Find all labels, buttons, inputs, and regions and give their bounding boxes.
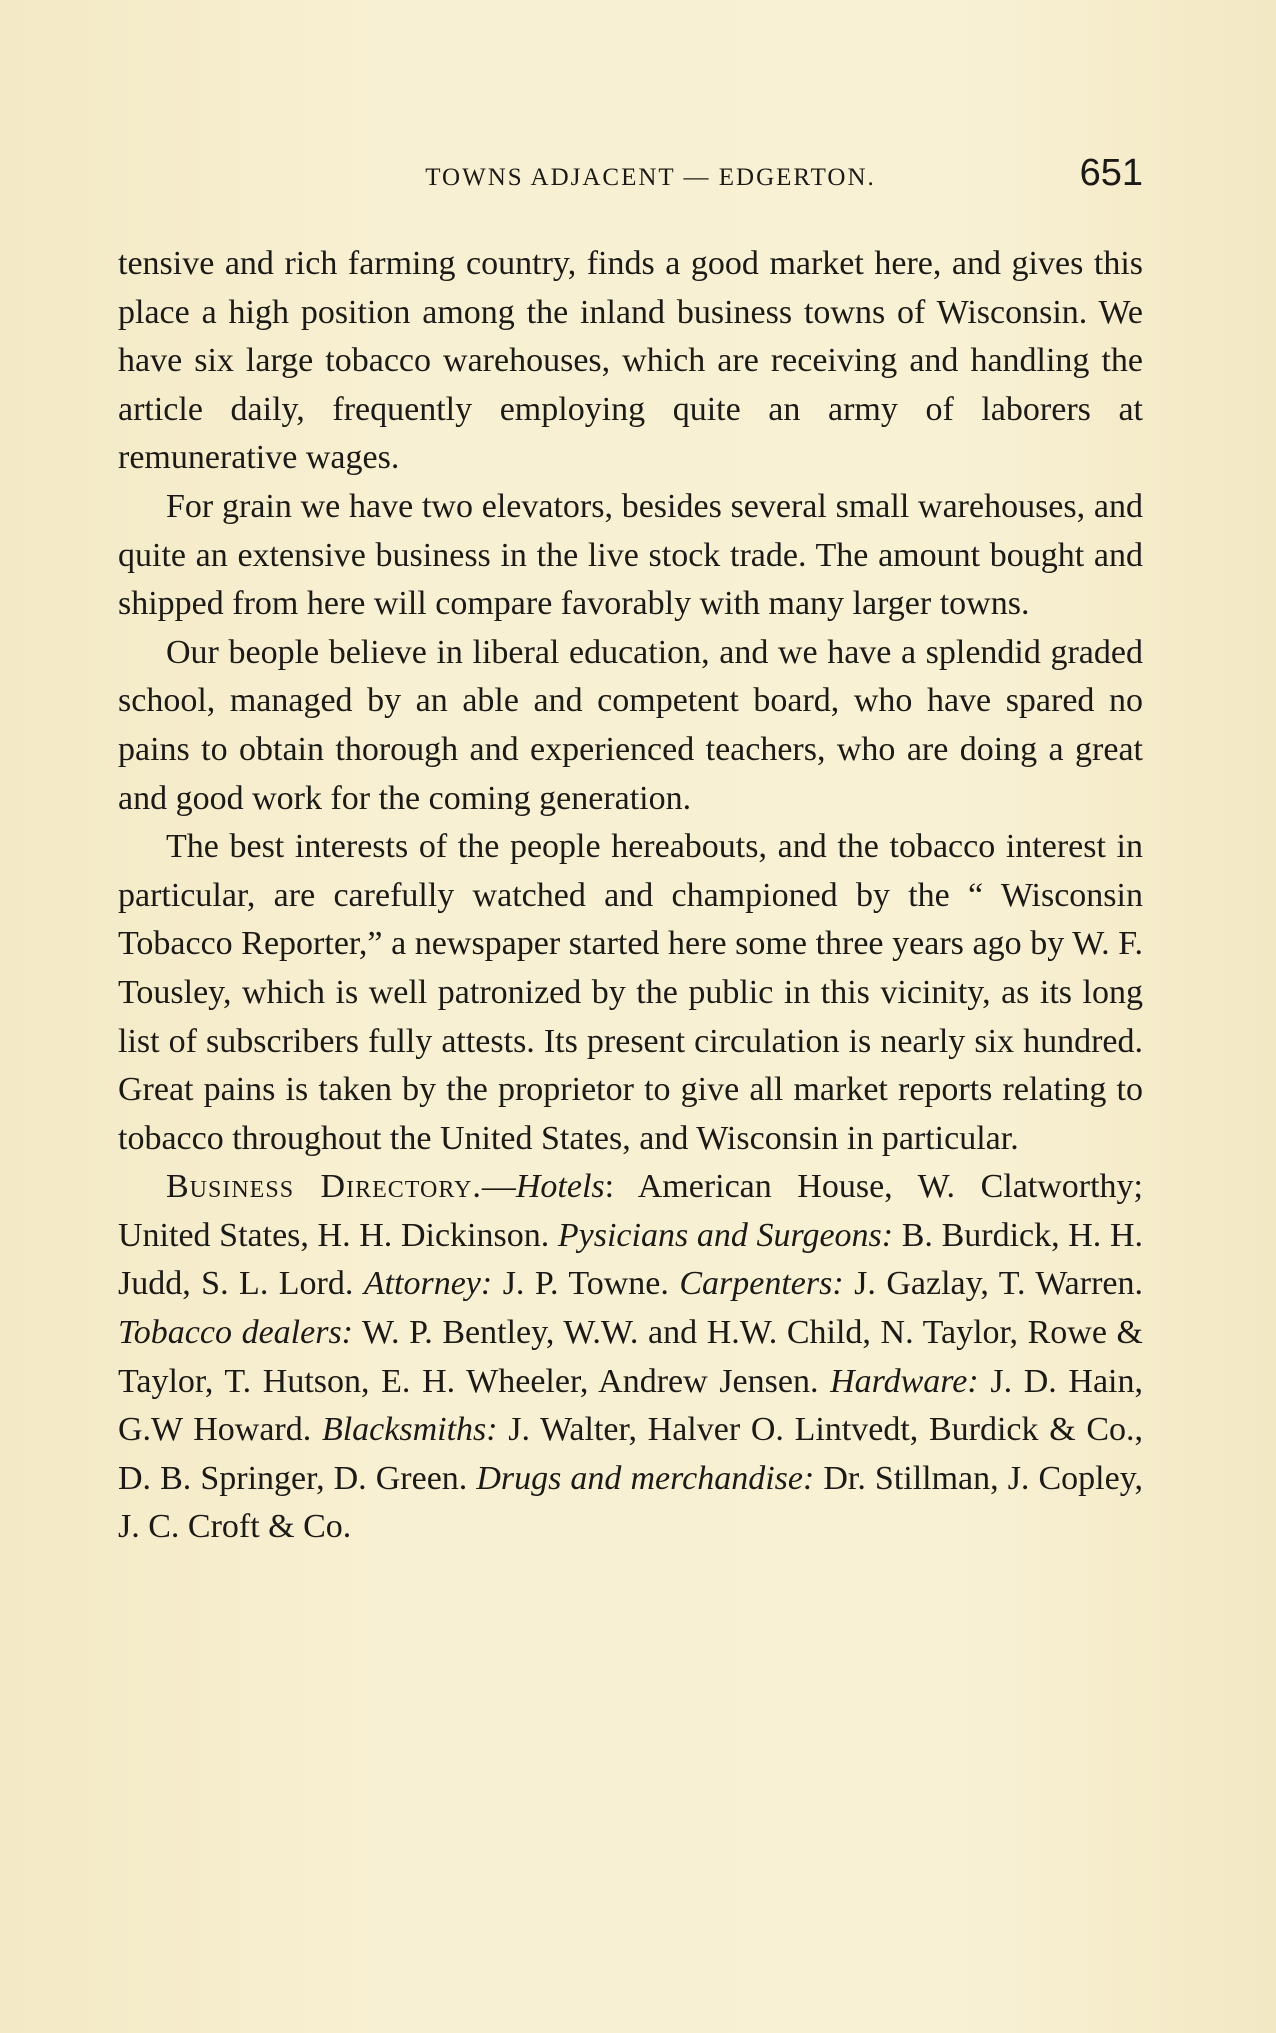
page-number: 651 xyxy=(1079,152,1143,194)
directory-category-blacksmiths: Blacksmiths: xyxy=(321,1411,498,1449)
directory-entry-drugs: Dr. Stillman, J. Copley, J. C. Croft & Co. xyxy=(118,1459,1143,1546)
directory-entry-hardware: J. D. Hain, G.W Howard. xyxy=(118,1362,1143,1449)
directory-colon: : xyxy=(604,1168,615,1206)
page-header xyxy=(118,152,1143,202)
directory-category-drugs: Drugs and merchandise: xyxy=(476,1459,815,1497)
directory-category-hotels: Hotels xyxy=(515,1168,605,1206)
directory-category-physicians: Pysicians and Surgeons: xyxy=(557,1216,894,1254)
business-directory xyxy=(118,1163,1143,1552)
directory-entry-tobacco-dealers: W. P. Bentley, W.W. and H.W. Child, N. Taylor, Rowe & Taylor, T. Hutson, E. H. Wheeler, Andrew Jensen. xyxy=(118,1314,1143,1400)
paragraph-2: For grain we have two elevators, besides several small warehouses, and quite an extensive business in the live stock trade. The amount bought and shipped from here will compare favorably with many larger towns. xyxy=(118,487,1143,623)
paragraph-3: Our beople believe in liberal education, and we have a splendid graded school, managed by an able and competent board, who have spared no pains to obtain thorough and experienced teachers, who are doing a great and good work for the coming generation. xyxy=(118,633,1143,817)
directory-category-attorney: Attorney: xyxy=(363,1265,493,1303)
running-head: TOWNS ADJACENT — EDGERTON. xyxy=(425,164,876,191)
directory-heading: Business Directory. xyxy=(166,1168,482,1206)
directory-entry-hotels: American House, W. Clatworthy; United States, H. H. Dickinson. xyxy=(118,1168,1143,1254)
directory-category-carpenters: Carpenters: xyxy=(679,1265,844,1303)
directory-entry-carpenters: J. Gazlay, T. Warren. xyxy=(843,1265,1144,1303)
directory-entry-blacksmiths: J. Walter, Halver O. Lintvedt, Burdick & Co., D. B. Springer, D. Green. xyxy=(118,1411,1144,1497)
directory-category-hardware: Hardware: xyxy=(830,1362,979,1400)
page-body xyxy=(118,240,1143,1552)
paragraph-4: The best interests of the people hereabouts, and the tobacco interest in particular, are carefully watched and championed by the “ Wisconsin Tobacco Reporter,” a newspaper started here some three years ago by W. F. Tousley, which is well patronized by the public in this vicinity, as its long list of subscribers fully attests. Its present circulation is nearly six hundred. Great pains is taken by the proprietor to give all market reports relating to tobacco throughout the United States, and Wisconsin in particular. xyxy=(118,828,1143,1157)
directory-category-tobacco-dealers: Tobacco dealers: xyxy=(118,1314,354,1352)
directory-entry-physicians: B. Burdick, H. H. Judd, S. L. Lord. xyxy=(118,1216,1144,1303)
directory-dash: — xyxy=(481,1168,516,1206)
paragraph-1: tensive and rich farming country, finds a good market here, and gives this place a high position among the inland business towns of Wisconsin. We have six large tobacco warehouses, which are receiving and handling the article daily, frequently employing quite an army of laborers at remunerative wages. xyxy=(118,245,1143,477)
directory-entry-attorney: J. P. Towne. xyxy=(492,1265,680,1303)
